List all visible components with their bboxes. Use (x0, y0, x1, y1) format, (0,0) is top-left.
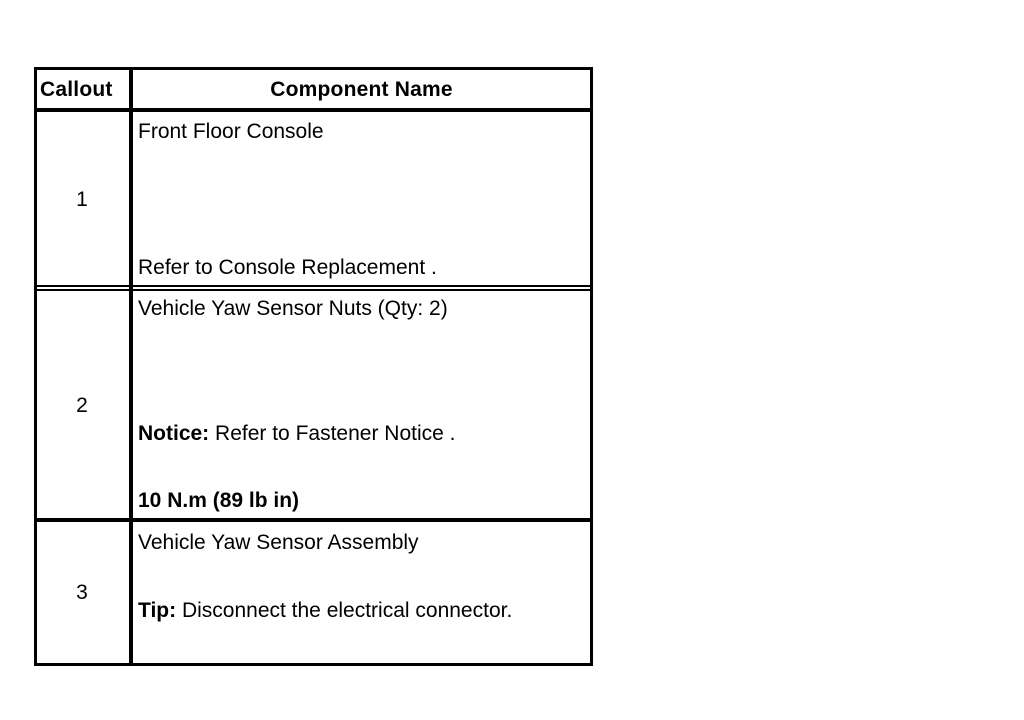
table-border-bottom (34, 663, 593, 666)
column-divider (129, 67, 133, 666)
callout-3: 3 (76, 581, 88, 604)
tip-label: Tip: (138, 599, 177, 622)
callout-2: 2 (76, 394, 88, 417)
table-border-right (590, 67, 593, 666)
notice-label: Notice: (138, 422, 210, 445)
procedure-table (34, 67, 593, 666)
table-border-left (34, 67, 37, 666)
notice-text: Refer to Fastener Notice . (215, 422, 456, 445)
table-border-top (34, 67, 593, 70)
tip-text: Disconnect the electrical connector. (181, 599, 513, 622)
callout-1: 1 (76, 188, 88, 211)
torque-spec: 10 N.m (89 lb in) (138, 489, 300, 512)
row-divider-2 (34, 518, 593, 522)
reference-link-1: Refer to Console Replacement . (138, 256, 437, 279)
notice-line (138, 422, 455, 446)
row-divider-1b (34, 289, 593, 291)
row-divider-1 (34, 285, 593, 287)
header-component-name: Component Name (270, 78, 453, 101)
tip-line (138, 599, 512, 623)
component-name-1: Front Floor Console (138, 120, 324, 143)
component-name-2: Vehicle Yaw Sensor Nuts (Qty: 2) (138, 297, 448, 320)
component-name-3: Vehicle Yaw Sensor Assembly (138, 531, 419, 554)
header-callout: Callout (40, 78, 113, 101)
header-divider (34, 108, 593, 112)
